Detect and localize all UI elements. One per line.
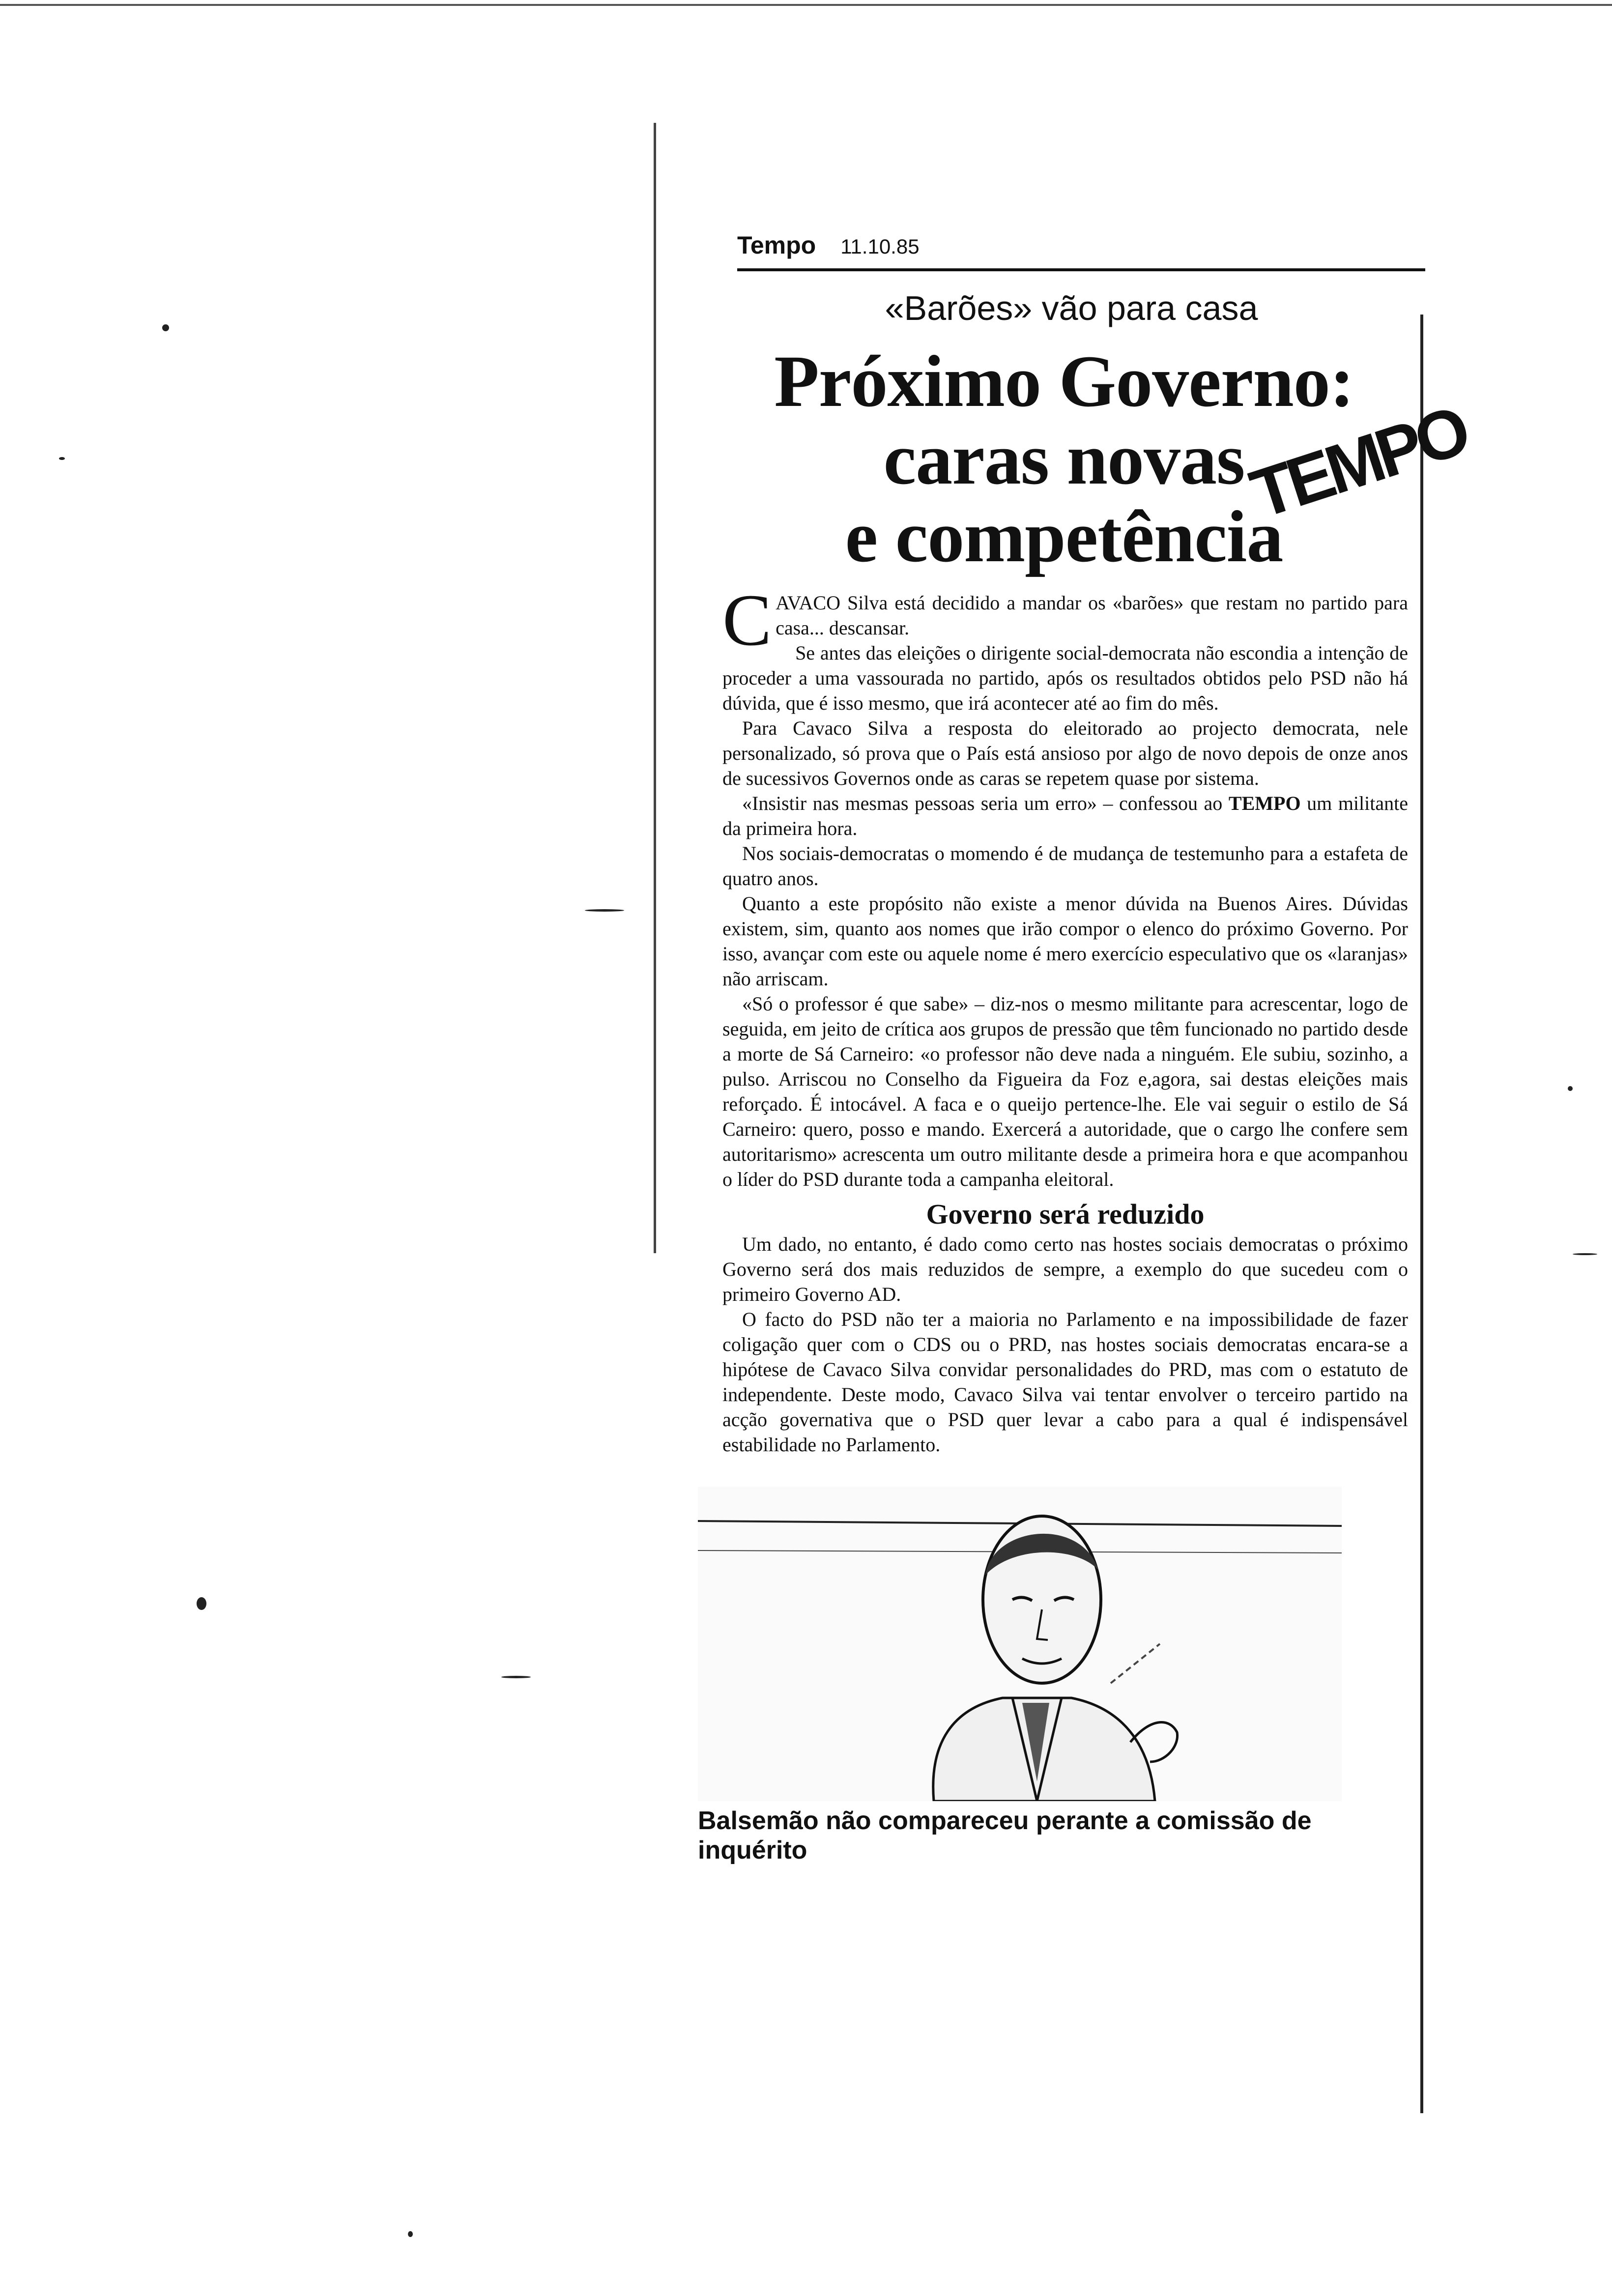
paragraph: Nos sociais-democratas o momendo é de mudança de testemunho para a estafeta de quatro anos. bbox=[722, 842, 1408, 890]
masthead-rule bbox=[737, 268, 1425, 271]
handwritten-annotation: TEMPO bbox=[1241, 391, 1475, 533]
paragraph: Quanto a este propósito não existe a menor dúvida na Buenos Aires. Dúvidas existem, sim, quanto aos nomes que irão compor o elenco do próximo Governo. Por isso, avançar com este ou aquele nome é mero exercício especulativo que os «laranjas» não arriscam. bbox=[722, 892, 1408, 990]
clipping-right-border bbox=[1420, 315, 1423, 2113]
headline-line-3: e competência bbox=[845, 496, 1283, 577]
headline-line-1: Próximo Governo: bbox=[774, 341, 1354, 422]
article-lead bbox=[722, 579, 1408, 661]
paper-date: 11.10.85 bbox=[840, 235, 920, 258]
scan-speck bbox=[162, 324, 169, 331]
scan-speck bbox=[1568, 1086, 1573, 1091]
headline-line-2: caras novas bbox=[883, 418, 1245, 500]
photo-caption: Balsemão não compareceu perante a comissão de inquérito bbox=[698, 1807, 1312, 1865]
paragraph: «Só o professor é que sabe» – diz-nos o mesmo militante para acrescentar, logo de seguida, em jeito de crítica aos grupos de pressão que têm funcionado no partido desde a morte de Sá Carneiro: «o professor não deve nada a ninguém. Ele subiu, sozinho, a pulso. Arriscou no Conselho da Figueira da Foz e,agora, sai destas eleições mais reforçado. É intocável. A faca e o queijo pertence-lhe. Ele vai seguir o estilo de Sá Carneiro: quero, posso e mando. Exercerá a autoridade, que o cargo lhe confere sem autoritarismo» acrescenta um outro militante desde a primeira hora e que acompanhou o líder do PSD durante toda a campanha eleitoral. bbox=[722, 993, 1408, 1190]
scan-speck bbox=[501, 1676, 531, 1678]
paragraph: AVACO Silva está decidido a mandar os «barões» que restam no partido para casa... descansar. bbox=[776, 592, 1408, 639]
paragraph: Um dado, no entanto, é dado como certo nas hostes sociais democratas o próximo Governo será dos mais reduzidos de sempre, a exemplo do que sucedeu com o primeiro Governo AD. bbox=[722, 1233, 1408, 1305]
kicker: «Barões» vão para casa bbox=[885, 289, 1258, 327]
scan-speck bbox=[1573, 1253, 1597, 1255]
subhead: Governo será reduzido bbox=[926, 1198, 1205, 1230]
scan-top-edge bbox=[0, 4, 1612, 6]
scan-speck bbox=[585, 909, 624, 912]
masthead bbox=[668, 231, 1415, 259]
paragraph: Se antes das eleições o dirigente social-democrata não escondia a intenção de proceder a uma vassourada no partido, após os resultados obtidos pelo PSD não há dúvida, que é isso mesmo, que irá acontecer até ao fim do mês. bbox=[722, 642, 1408, 714]
paper-name: Tempo bbox=[737, 231, 816, 259]
paragraph-quote bbox=[722, 791, 1408, 841]
newspaper-clipping bbox=[668, 231, 1475, 1865]
photo bbox=[698, 1487, 1342, 1801]
scan-speck bbox=[197, 1597, 206, 1610]
paragraph: Para Cavaco Silva a resposta do eleitorado ao projecto democrata, nele personalizado, só prova que o País está ansioso por algo de novo depois de onze anos de sucessivos Governos onde as caras se repetem quase por sistema. bbox=[722, 717, 1408, 789]
quote-attribution: um militante da primeira hora. bbox=[722, 792, 1409, 839]
drop-cap: C bbox=[722, 579, 772, 661]
clipping-left-edge bbox=[654, 123, 656, 1253]
scan-speck bbox=[408, 2231, 413, 2237]
article-body bbox=[722, 579, 1409, 1457]
paper-mention: TEMPO bbox=[1228, 792, 1301, 814]
quote-text: «Insistir nas mesmas pessoas seria um erro» – confessou ao bbox=[742, 792, 1223, 814]
photo-portrait bbox=[698, 1487, 1342, 1801]
paragraph: O facto do PSD não ter a maioria no Parlamento e na impossibilidade de fazer coligação quer com o CDS ou o PRD, nas hostes sociais democratas encara-se a hipótese de Cavaco Silva convidar personalidades do PRD, mas com o estatuto de independente. Deste modo, Cavaco Silva vai tentar envolver o terceiro partido na acção governativa que o PSD quer levar a cabo para a qual é indispensável estabilidade no Parlamento. bbox=[722, 1308, 1408, 1456]
scan-speck bbox=[59, 457, 65, 460]
